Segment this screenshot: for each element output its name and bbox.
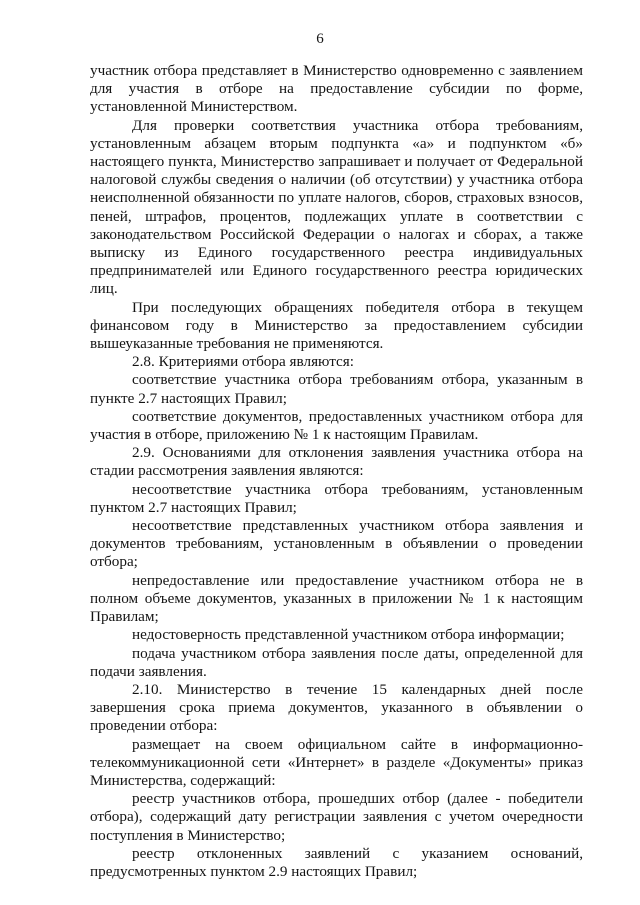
paragraph: подача участником отбора заявления после даты, определенной для подачи заявления. xyxy=(90,644,583,680)
paragraph: соответствие участника отбора требованиям отбора, указанным в пункте 2.7 настоящих Правил; xyxy=(90,371,583,407)
paragraph: несоответствие участника отбора требованиям, установленным пунктом 2.7 настоящих Правил; xyxy=(90,480,583,516)
paragraph: непредоставление или предоставление участником отбора не в полном объеме документов, указанных в приложении № 1 к настоящим Правилам; xyxy=(90,571,583,626)
paragraph: 2.10. Министерство в течение 15 календарных дней после завершения срока приема документов, указанного в объявлении о проведении отбора: xyxy=(90,680,583,735)
paragraph: недостоверность представленной участником отбора информации; xyxy=(132,626,565,644)
paragraph: 2.9. Основаниями для отклонения заявления участника отбора на стадии рассмотрения заявления являются: xyxy=(90,444,583,480)
page-number: 6 xyxy=(316,31,324,47)
paragraph: участник отбора представляет в Министерство одновременно с заявлением для участия в отборе на предоставление субсидии по форме, установленной Министерством. xyxy=(90,62,583,116)
paragraph: реестр отклоненных заявлений с указанием оснований, предусмотренных пунктом 2.9 настоящих Правил; xyxy=(90,844,583,880)
paragraph: несоответствие представленных участником отбора заявления и документов требованиям, установленным в объявлении о проведении отбора; xyxy=(90,517,583,571)
paragraph: При последующих обращениях победителя отбора в текущем финансовом году в Министерство за предоставлением субсидии вышеуказанные требования не применяются. xyxy=(90,298,583,353)
paragraph: 2.8. Критериями отбора являются: xyxy=(132,353,354,371)
paragraph: Для проверки соответствия участника отбора требованиям, установленным абзацем вторым подпункта «а» и подпунктом «б» настоящего пункта, Министерство запрашивает и получает от Федеральной налоговой службы сведения о наличии (об отсутствии) у участника отбора неисполненной обязанности по уплате налогов, сборов, страховых взносов, пеней, штрафов, процентов, подлежащих уплате в соответствии с законодательством Российской Федерации о налогах и сборах, а также выписку из Единого государственного реестра индивидуальных предпринимателей или Единого государственного реестра юридических лиц. xyxy=(90,116,583,298)
document-body xyxy=(90,62,583,881)
paragraph: размещает на своем официальном сайте в информационно-телекоммуникационной сети «Интернет» в разделе «Документы» приказ Министерства, содержащий: xyxy=(90,735,583,789)
paragraph: реестр участников отбора, прошедших отбор (далее - победители отбора), содержащий дату регистрации заявления с учетом очередности поступления в Министерство; xyxy=(90,790,583,844)
paragraph: соответствие документов, предоставленных участником отбора для участия в отборе, приложению № 1 к настоящим Правилам. xyxy=(90,407,583,444)
